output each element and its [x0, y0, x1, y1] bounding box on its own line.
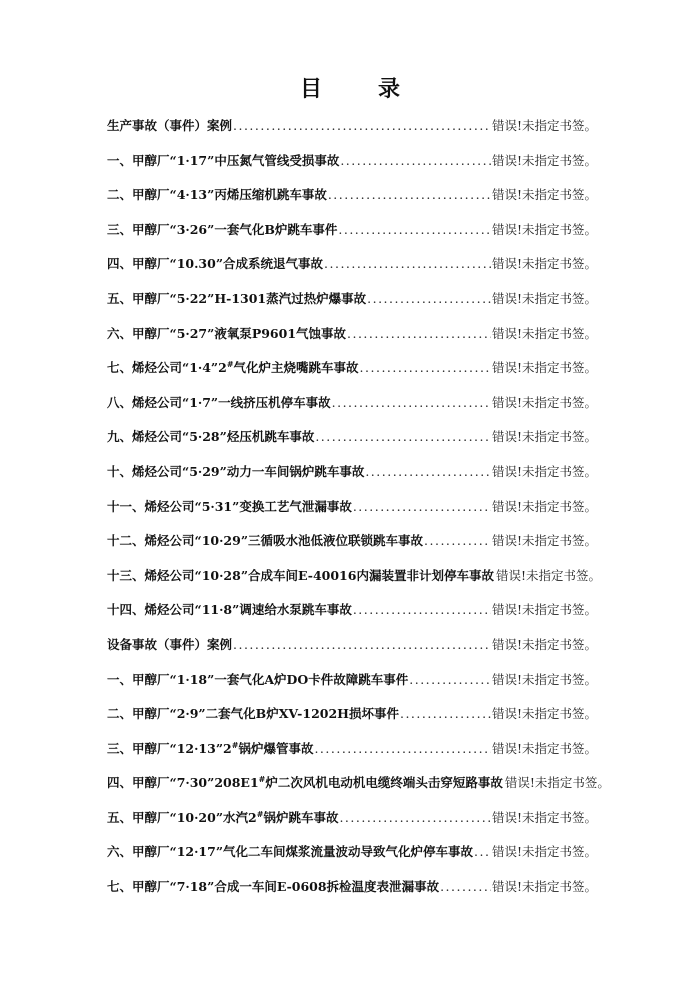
toc-entry-label-text: 锅炉爆管事故 — [238, 740, 314, 756]
toc-entry[interactable] — [107, 459, 597, 494]
toc-page-reference: 错误!未指定书签。 — [491, 498, 597, 514]
title-char-1: 目 — [299, 76, 322, 102]
toc-entry-label — [107, 113, 232, 139]
toc-entry-label — [107, 736, 313, 762]
toc-page-reference: 错误!未指定书签。 — [491, 636, 597, 652]
toc-page-reference: 错误!未指定书签。 — [491, 256, 597, 272]
toc-dot-leader — [233, 113, 491, 139]
toc-entry-label — [107, 390, 331, 416]
toc-entry-label-text: 十、烯烃公司“5·29”动力一车间锅炉跳车事故 — [107, 463, 365, 479]
toc-entry-label — [107, 459, 364, 485]
toc-dot-leader — [233, 632, 491, 658]
toc-dot-leader — [365, 459, 491, 485]
toc-entry-label-text: 五、甲醇厂“5·22”H-1301蒸汽过热炉爆事故 — [107, 290, 367, 306]
toc-entry[interactable] — [107, 770, 610, 805]
toc-entry[interactable] — [107, 355, 597, 390]
toc-entry-label — [107, 770, 503, 796]
toc-entry-label-text: 生产事故（事件）案例 — [107, 118, 233, 133]
toc-entry-label — [107, 528, 423, 554]
toc-entry-superscript: # — [226, 359, 234, 369]
toc-entry-label-text: 五、甲醇厂“10·20”水汽2 — [107, 809, 257, 825]
toc-entry-label-text: 六、甲醇厂“12·17”气化二车间煤浆流量波动导致气化炉停车事故 — [107, 844, 474, 860]
toc-dot-leader — [367, 286, 491, 312]
page-title — [0, 72, 700, 102]
title-char-2: 录 — [378, 76, 401, 102]
toc-dot-leader — [400, 701, 491, 727]
toc-entry-label-text: 气化炉主烧嘴跳车事故 — [233, 360, 359, 376]
toc-entry-label-text: 炉二次风机电动机电缆终端头击穿短路事故 — [265, 775, 503, 791]
toc-entry-label-text: 三、甲醇厂“3·26”一套气化B炉跳车事件 — [107, 221, 338, 237]
toc-dot-leader — [360, 355, 491, 381]
toc-entry-label — [107, 182, 327, 208]
toc-entry-label — [107, 632, 232, 658]
toc-entry[interactable] — [107, 528, 597, 563]
toc-entry[interactable] — [107, 424, 597, 459]
toc-dot-leader — [332, 390, 491, 416]
toc-entry-label-text: 六、甲醇厂“5·27”液氧泵P9601气蚀事故 — [107, 325, 347, 341]
toc-entry[interactable] — [107, 286, 597, 321]
toc-entry-label — [107, 667, 408, 693]
toc-entry[interactable] — [107, 113, 597, 148]
toc-entry-label — [107, 494, 352, 520]
toc-entry[interactable] — [107, 217, 597, 252]
toc-entry-label-text: 锅炉跳车事故 — [263, 809, 339, 825]
toc-entry[interactable] — [107, 874, 597, 909]
toc-entry-label — [107, 701, 399, 727]
toc-page-reference: 错误!未指定书签。 — [491, 325, 597, 341]
toc-entry-label-text: 四、甲醇厂“7·30”208E1 — [107, 775, 259, 791]
toc-entry-label — [107, 563, 494, 589]
toc-entry-label — [107, 251, 323, 277]
toc-entry-label-text: 一、甲醇厂“1·17”中压氮气管线受损事故 — [107, 152, 340, 168]
toc-page-reference: 错误!未指定书签。 — [491, 602, 597, 618]
toc-dot-leader — [440, 874, 491, 900]
toc-entry-label — [107, 321, 346, 347]
toc-entry[interactable] — [107, 148, 597, 183]
toc-page-reference: 错误!未指定书签。 — [491, 809, 597, 825]
toc-entry-label-text: 九、烯烃公司“5·28”烃压机跳车事故 — [107, 429, 315, 445]
toc-page-reference: 错误!未指定书签。 — [504, 775, 610, 791]
toc-page-reference: 错误!未指定书签。 — [491, 118, 597, 133]
toc-page-reference: 错误!未指定书签。 — [491, 671, 597, 687]
toc-page-reference: 错误!未指定书签。 — [491, 187, 597, 203]
toc-entry-superscript: # — [231, 739, 239, 750]
table-of-contents — [107, 113, 610, 909]
toc-dot-leader — [338, 217, 491, 243]
toc-entry-label-text: 二、甲醇厂“2·9”二套气化B炉XV-1202H损坏事件 — [107, 706, 399, 722]
toc-dot-leader — [315, 424, 491, 450]
toc-page-reference: 错误!未指定书签。 — [491, 221, 597, 237]
toc-page-reference: 错误!未指定书签。 — [491, 463, 597, 479]
toc-entry[interactable] — [107, 321, 597, 356]
toc-dot-leader — [353, 597, 491, 623]
toc-dot-leader — [339, 805, 491, 831]
toc-dot-leader — [347, 321, 491, 347]
toc-page-reference: 错误!未指定书签。 — [491, 740, 597, 756]
toc-entry-label-text: 二、甲醇厂“4·13”丙烯压缩机跳车事故 — [107, 187, 327, 203]
toc-dot-leader — [353, 494, 491, 520]
toc-entry[interactable] — [107, 563, 601, 598]
toc-page-reference: 错误!未指定书签。 — [491, 844, 597, 860]
toc-entry[interactable] — [107, 182, 597, 217]
toc-entry[interactable] — [107, 839, 597, 874]
toc-entry[interactable] — [107, 805, 597, 840]
toc-dot-leader — [409, 667, 491, 693]
toc-entry-label — [107, 805, 338, 831]
toc-entry-label-text: 十四、烯烃公司“11·8”调速给水泵跳车事故 — [107, 602, 352, 618]
toc-entry-label-text: 十一、烯烃公司“5·31”变换工艺气泄漏事故 — [107, 498, 352, 514]
toc-page-reference: 错误!未指定书签。 — [491, 533, 597, 549]
toc-dot-leader — [324, 251, 491, 277]
toc-entry[interactable] — [107, 390, 597, 425]
toc-entry-label-text: 十三、烯烃公司“10·28”合成车间E-40016内漏装置非计划停车事故 — [107, 567, 494, 583]
toc-page-reference: 错误!未指定书签。 — [491, 360, 597, 376]
toc-entry-label-text: 八、烯烃公司“1·7”一线挤压机停车事故 — [107, 394, 331, 410]
toc-entry[interactable] — [107, 494, 597, 529]
toc-entry-label-text: 设备事故（事件）案例 — [107, 636, 233, 652]
toc-entry[interactable] — [107, 632, 597, 667]
toc-entry-label — [107, 424, 314, 450]
toc-entry[interactable] — [107, 667, 597, 702]
toc-entry-label — [107, 355, 359, 381]
toc-page-reference: 错误!未指定书签。 — [491, 290, 597, 306]
toc-entry-label-text: 七、甲醇厂“7·18”合成一车间E-0608拆检温度表泄漏事故 — [107, 879, 440, 895]
toc-entry-label-text: 一、甲醇厂“1·18”一套气化A炉DO卡件故障跳车事件 — [107, 671, 409, 687]
toc-entry-label — [107, 597, 352, 623]
toc-page-reference: 错误!未指定书签。 — [491, 879, 597, 895]
toc-entry-label-text: 十二、烯烃公司“10·29”三循吸水池低液位联锁跳车事故 — [107, 533, 424, 549]
toc-entry[interactable] — [107, 597, 597, 632]
toc-page-reference: 错误!未指定书签。 — [495, 567, 601, 583]
toc-dot-leader — [474, 839, 491, 865]
toc-entry-superscript: # — [256, 808, 264, 819]
toc-dot-leader — [328, 182, 491, 208]
toc-entry-label — [107, 839, 473, 865]
toc-dot-leader — [424, 528, 491, 554]
toc-page-reference: 错误!未指定书签。 — [491, 152, 597, 168]
toc-entry-label-text: 七、烯烃公司“1·4”2 — [107, 360, 227, 376]
toc-dot-leader — [314, 736, 491, 762]
toc-dot-leader — [340, 148, 491, 174]
toc-entry-label — [107, 286, 366, 312]
toc-page-reference: 错误!未指定书签。 — [491, 394, 597, 410]
toc-page-reference: 错误!未指定书签。 — [491, 429, 597, 445]
toc-entry[interactable] — [107, 701, 597, 736]
toc-entry[interactable] — [107, 736, 597, 771]
toc-entry-label — [107, 874, 439, 900]
toc-page-reference: 错误!未指定书签。 — [491, 706, 597, 722]
toc-entry-label — [107, 217, 337, 243]
toc-entry-label-text: 三、甲醇厂“12·13”2 — [107, 740, 232, 756]
toc-entry-label-text: 四、甲醇厂“10.30”合成系统退气事故 — [107, 256, 324, 272]
toc-entry-superscript: # — [258, 774, 266, 785]
toc-entry-label — [107, 148, 339, 174]
toc-entry[interactable] — [107, 251, 597, 286]
